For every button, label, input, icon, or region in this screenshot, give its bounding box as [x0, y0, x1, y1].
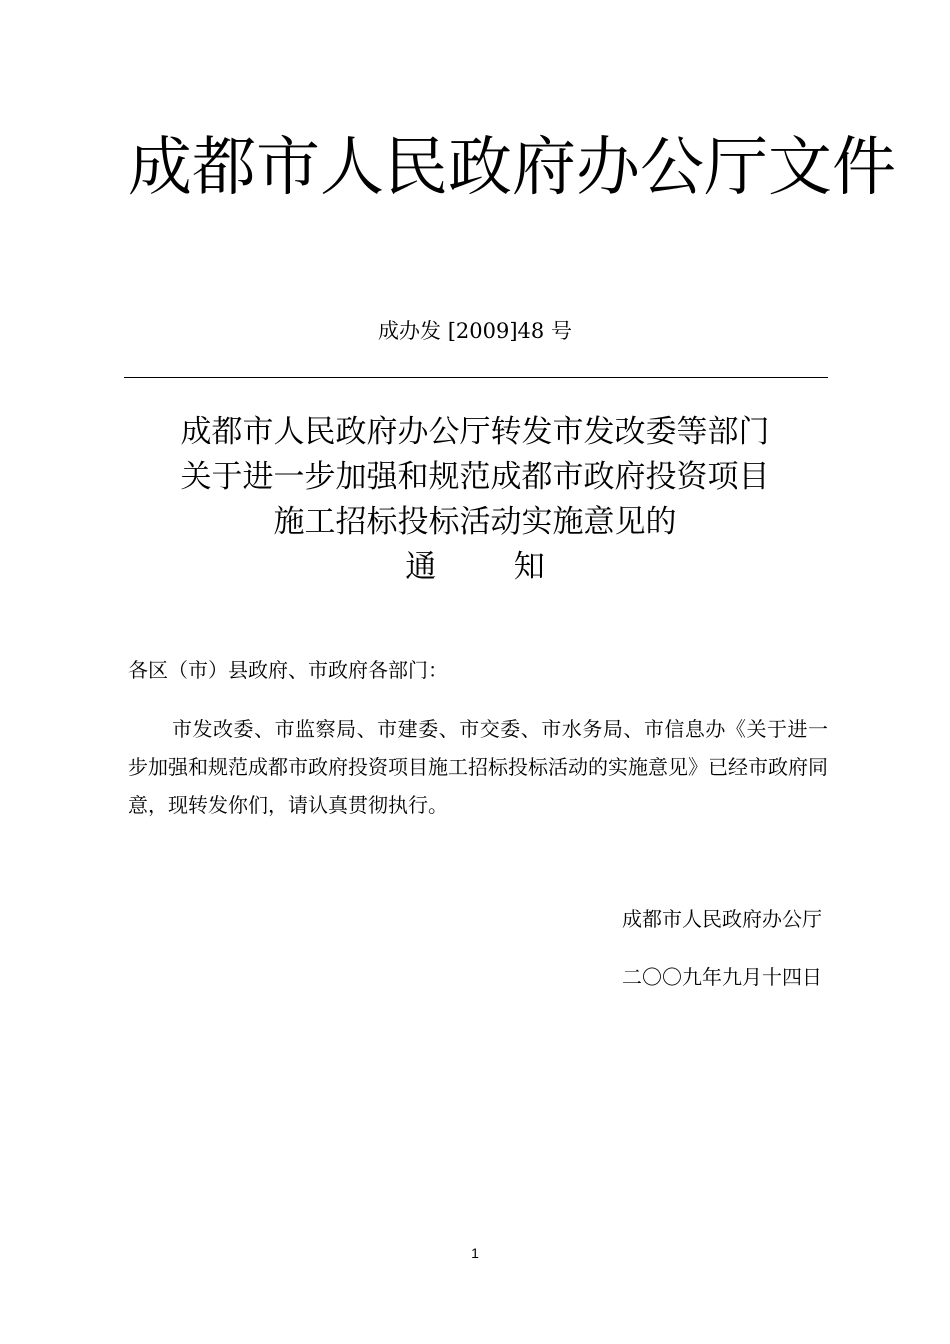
- body-paragraph: 市发改委、市监察局、市建委、市交委、市水务局、市信息办《关于进一步加强和规范成都市政府投资项目施工招标投标活动的实施意见》已经市政府同意，现转发你们，请认真贯彻执行。: [128, 717, 828, 817]
- document-number: 成办发 [2009]48 号: [378, 319, 572, 343]
- issue-date: 二〇〇九年九月十四日: [622, 965, 822, 989]
- notice-title: [0, 410, 950, 590]
- notice-title-line-3: 施工招标投标活动实施意见的: [273, 504, 677, 540]
- issuer-signature: 成都市人民政府办公厅: [622, 907, 822, 931]
- notice-title-label: 通知: [405, 549, 623, 585]
- document-header-title: 成都市人民政府办公厅文件: [128, 131, 896, 205]
- addressee: 各区（市）县政府、市政府各部门：: [128, 658, 448, 682]
- notice-title-line-2: 关于进一步加强和规范成都市政府投资项目: [180, 459, 770, 495]
- header-divider: [124, 377, 828, 378]
- page-number: 1: [471, 1245, 479, 1261]
- notice-title-line-1: 成都市人民政府办公厅转发市发改委等部门: [180, 414, 770, 450]
